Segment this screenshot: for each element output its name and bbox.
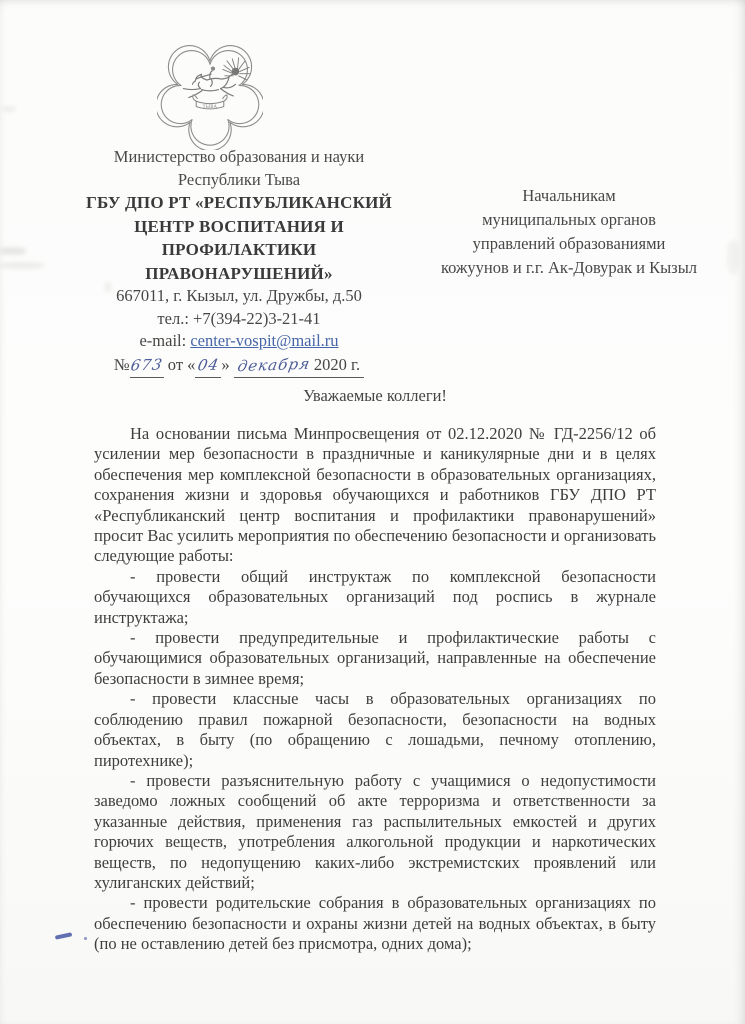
ref-no-symbol: № bbox=[113, 354, 130, 374]
body-paragraph: - провести предупредительные и профилактические работы с обучающимися образовательных организаций, направленные на обеспечение безопасности в зимнее время; bbox=[94, 628, 656, 688]
quote-open: « bbox=[187, 354, 196, 374]
ref-day-handwritten: 04 bbox=[196, 355, 221, 374]
addressee-line: управлений образованиями bbox=[472, 234, 666, 253]
email-row bbox=[58, 330, 420, 353]
body-paragraph: - провести родительские собрания в образовательных организациях по обеспечению безопасности и охраны жизни детей на водных объектах, в быту (по не оставлению детей без присмотра, одних дома); bbox=[94, 893, 656, 954]
letterhead-left-column bbox=[58, 145, 420, 378]
addressee-line: кожуунов и г.г. Ак-Довурак и Кызыл bbox=[440, 258, 698, 277]
email-link[interactable]: center-vospit@mail.ru bbox=[190, 331, 339, 350]
org-name-line: ГБУ ДПО РТ «РЕСПУБЛИКАНСКИЙ bbox=[86, 193, 392, 212]
ref-year: 2020 г. bbox=[313, 354, 361, 374]
addressee-line: Начальникам bbox=[522, 186, 616, 205]
emblem-inner-contour bbox=[161, 51, 259, 146]
org-name-line: ПРОФИЛАКТИКИ bbox=[161, 240, 317, 259]
ref-number-line bbox=[58, 353, 420, 378]
body-paragraph: - провести разъяснительную работу с учащимися о недопустимости заведомо ложных сообщений об акте терроризма и ответственности за указанные действия, применения газ распылительных емкостей и других горючих веществ, употребления алкогольной продукции и наркотических веществ, по недопущению каких-либо экстремистских проявлений или хулиганских действий; bbox=[94, 770, 656, 892]
ink-dot bbox=[84, 937, 87, 940]
body-paragraph: На основании письма Минпросвещения от 02.12.2020 № ГД-2256/12 об усилении мер безопасности в праздничные и каникулярные дни и в целях обеспечения мер комплексной безопасности в образовательных организациях, сохранения жизни и здоровья обучающихся и работников ГБУ ДПО РТ «Республиканский центр воспитания и профилактики правонарушений» просит Вас усилить мероприятия по обеспечению безопасности и организовать следующие работы: bbox=[94, 424, 656, 566]
email-label: e-mail: bbox=[139, 331, 187, 350]
emblem-outer-contour bbox=[157, 46, 263, 150]
addressee-line: муниципальных органов bbox=[482, 210, 656, 229]
body-paragraph: - провести общий инструктаж по комплексной безопасности обучающихся образовательных организаций под роспись в журнале инструктажа; bbox=[94, 566, 656, 627]
addressee-block bbox=[421, 184, 717, 280]
org-address: 667011, г. Кызыл, ул. Дружбы, д.50 bbox=[116, 286, 362, 305]
scan-smudge bbox=[2, 106, 16, 112]
org-name-line: ПРАВОНАРУШЕНИЙ» bbox=[145, 263, 333, 283]
ribbon-text: ТЫВА bbox=[202, 104, 218, 110]
horseman-icon bbox=[184, 66, 237, 97]
ref-number-handwritten: 673 bbox=[129, 354, 165, 375]
tyva-coat-of-arms-icon bbox=[157, 44, 263, 150]
scan-smudge bbox=[0, 247, 26, 255]
salutation: Уважаемые коллеги! bbox=[303, 386, 447, 405]
quote-close: » bbox=[221, 354, 230, 374]
ref-month-handwritten: декабря bbox=[235, 354, 312, 375]
ink-mark bbox=[55, 932, 72, 939]
ribbon-banner bbox=[193, 95, 227, 110]
org-phone: тел.: +7(394-22)3-21-41 bbox=[157, 308, 321, 328]
scan-smudge bbox=[0, 262, 44, 269]
scan-smudge bbox=[727, 240, 739, 274]
ministry-name-line2: Республики Тыва bbox=[177, 170, 301, 189]
ref-from-label: от bbox=[167, 354, 184, 374]
ministry-name-line1: Министерство образования и науки bbox=[113, 147, 365, 166]
org-name-line: ЦЕНТР ВОСПИТАНИЯ И bbox=[134, 216, 344, 236]
body-paragraph: - провести классные часы в образовательных организациях по соблюдению правил пожарной безопасности, безопасности на водных объектах, в быту (по обращению с лошадьми, печному отоплению, пиротехнике); bbox=[94, 689, 656, 770]
letter-body bbox=[94, 424, 656, 955]
